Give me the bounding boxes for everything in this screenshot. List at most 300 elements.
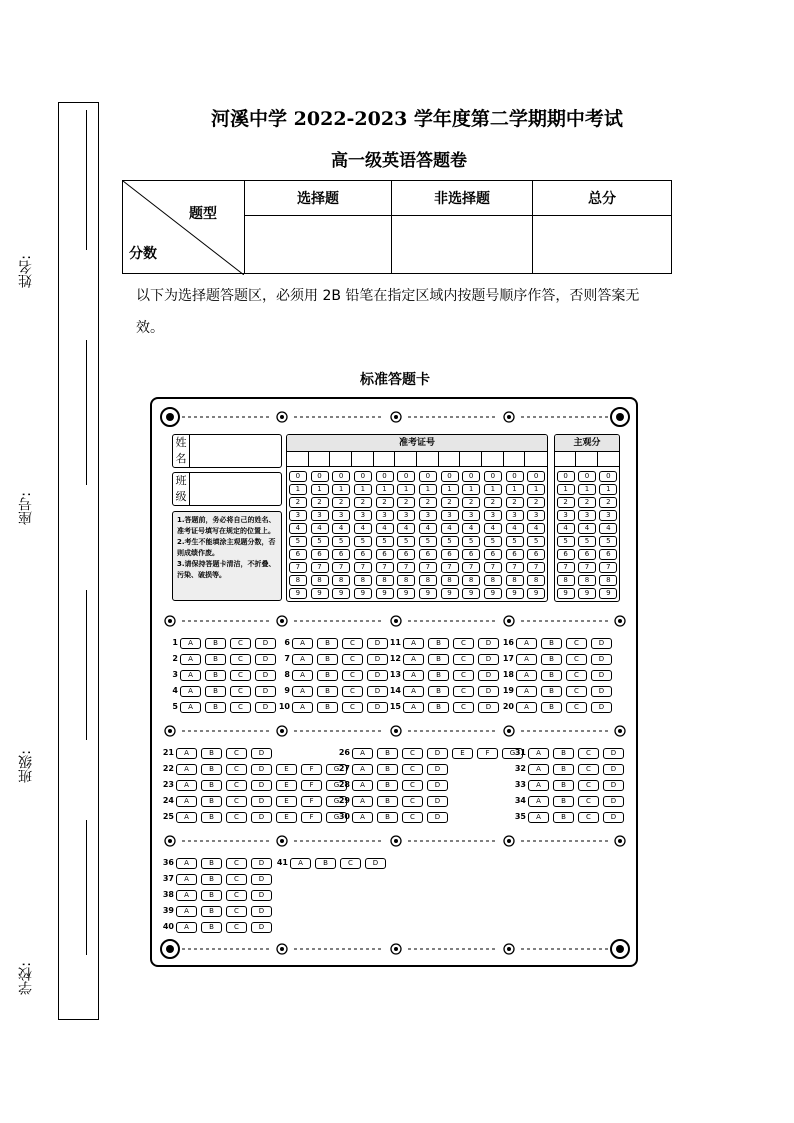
card-name-box[interactable] bbox=[172, 434, 282, 468]
subjective-score-digit-bubble[interactable]: 3 bbox=[578, 510, 596, 521]
option-bubble-b[interactable]: B bbox=[553, 764, 574, 775]
option-bubble-f[interactable]: F bbox=[477, 748, 498, 759]
option-bubble-d[interactable]: D bbox=[478, 654, 499, 665]
option-bubble-a[interactable]: A bbox=[352, 764, 373, 775]
subjective-score-digit-bubble[interactable]: 3 bbox=[599, 510, 617, 521]
exam-number-digit-bubble[interactable]: 6 bbox=[419, 549, 437, 560]
option-bubble-d[interactable]: D bbox=[591, 670, 612, 681]
exam-number-digit-bubble[interactable]: 3 bbox=[397, 510, 415, 521]
subjective-score-digit-bubble[interactable]: 1 bbox=[578, 484, 596, 495]
exam-number-digit-bubble[interactable]: 8 bbox=[441, 575, 459, 586]
subjective-score-digit-bubble[interactable]: 6 bbox=[599, 549, 617, 560]
option-bubble-b[interactable]: B bbox=[377, 780, 398, 791]
option-bubble-a[interactable]: A bbox=[403, 686, 424, 697]
option-bubble-b[interactable]: B bbox=[377, 812, 398, 823]
option-bubble-d[interactable]: D bbox=[427, 796, 448, 807]
exam-number-digit-bubble[interactable]: 8 bbox=[376, 575, 394, 586]
exam-number-digit-bubble[interactable]: 3 bbox=[506, 510, 524, 521]
exam-number-digit-bubble[interactable]: 2 bbox=[419, 497, 437, 508]
option-bubble-a[interactable]: A bbox=[516, 702, 537, 713]
option-bubble-d[interactable]: D bbox=[478, 702, 499, 713]
subjective-score-digit-bubble[interactable]: 5 bbox=[557, 536, 575, 547]
exam-number-digit-bubble[interactable]: 3 bbox=[332, 510, 350, 521]
exam-number-digit-bubble[interactable]: 0 bbox=[354, 471, 372, 482]
exam-number-digit-bubble[interactable]: 4 bbox=[484, 523, 502, 534]
exam-number-digit-bubble[interactable]: 3 bbox=[354, 510, 372, 521]
exam-number-digit-bubble[interactable]: 1 bbox=[354, 484, 372, 495]
option-bubble-d[interactable]: D bbox=[478, 638, 499, 649]
exam-number-digit-bubble[interactable]: 6 bbox=[289, 549, 307, 560]
exam-number-digit-bubble[interactable]: 3 bbox=[441, 510, 459, 521]
exam-number-digit-bubble[interactable]: 0 bbox=[527, 471, 545, 482]
option-bubble-d[interactable]: D bbox=[365, 858, 386, 869]
exam-number-digit-bubble[interactable]: 5 bbox=[397, 536, 415, 547]
exam-number-digit-bubble[interactable]: 7 bbox=[527, 562, 545, 573]
option-bubble-c[interactable]: C bbox=[453, 638, 474, 649]
option-bubble-d[interactable]: D bbox=[367, 686, 388, 697]
option-bubble-c[interactable]: C bbox=[226, 796, 247, 807]
option-bubble-a[interactable]: A bbox=[176, 922, 197, 933]
option-bubble-c[interactable]: C bbox=[226, 858, 247, 869]
option-bubble-a[interactable]: A bbox=[516, 638, 537, 649]
option-bubble-a[interactable]: A bbox=[176, 748, 197, 759]
option-bubble-c[interactable]: C bbox=[230, 702, 251, 713]
exam-number-digit-bubble[interactable]: 7 bbox=[397, 562, 415, 573]
option-bubble-b[interactable]: B bbox=[428, 670, 449, 681]
card-class-box[interactable] bbox=[172, 472, 282, 506]
option-bubble-f[interactable]: F bbox=[301, 796, 322, 807]
option-bubble-a[interactable]: A bbox=[403, 702, 424, 713]
subjective-score-digit-bubble[interactable]: 6 bbox=[557, 549, 575, 560]
option-bubble-a[interactable]: A bbox=[352, 796, 373, 807]
option-bubble-d[interactable]: D bbox=[367, 654, 388, 665]
exam-number-write-cell[interactable] bbox=[482, 451, 504, 467]
exam-number-digit-bubble[interactable]: 9 bbox=[527, 588, 545, 599]
option-bubble-b[interactable]: B bbox=[317, 702, 338, 713]
subjective-score-digit-bubble[interactable]: 7 bbox=[557, 562, 575, 573]
option-bubble-d[interactable]: D bbox=[367, 702, 388, 713]
option-bubble-d[interactable]: D bbox=[603, 748, 624, 759]
exam-number-write-cell[interactable] bbox=[330, 451, 352, 467]
option-bubble-d[interactable]: D bbox=[251, 780, 272, 791]
exam-number-digit-bubble[interactable]: 9 bbox=[506, 588, 524, 599]
exam-number-digit-bubble[interactable]: 6 bbox=[376, 549, 394, 560]
option-bubble-b[interactable]: B bbox=[377, 796, 398, 807]
exam-number-digit-bubble[interactable]: 1 bbox=[506, 484, 524, 495]
option-bubble-a[interactable]: A bbox=[403, 654, 424, 665]
option-bubble-c[interactable]: C bbox=[226, 748, 247, 759]
exam-number-digit-bubble[interactable]: 2 bbox=[462, 497, 480, 508]
exam-number-digit-bubble[interactable]: 5 bbox=[289, 536, 307, 547]
exam-number-digit-bubble[interactable]: 7 bbox=[332, 562, 350, 573]
subjective-score-digit-bubble[interactable]: 8 bbox=[557, 575, 575, 586]
option-bubble-b[interactable]: B bbox=[377, 748, 398, 759]
exam-number-digit-bubble[interactable]: 2 bbox=[441, 497, 459, 508]
option-bubble-c[interactable]: C bbox=[226, 812, 247, 823]
option-bubble-c[interactable]: C bbox=[578, 780, 599, 791]
option-bubble-a[interactable]: A bbox=[292, 654, 313, 665]
option-bubble-d[interactable]: D bbox=[251, 874, 272, 885]
exam-number-write-cell[interactable] bbox=[374, 451, 396, 467]
option-bubble-a[interactable]: A bbox=[292, 686, 313, 697]
option-bubble-c[interactable]: C bbox=[226, 764, 247, 775]
option-bubble-d[interactable]: D bbox=[255, 638, 276, 649]
option-bubble-b[interactable]: B bbox=[541, 686, 562, 697]
exam-number-digit-bubble[interactable]: 5 bbox=[376, 536, 394, 547]
subjective-score-write-cell[interactable] bbox=[576, 451, 597, 467]
exam-number-digit-bubble[interactable]: 5 bbox=[484, 536, 502, 547]
option-bubble-b[interactable]: B bbox=[201, 764, 222, 775]
option-bubble-d[interactable]: D bbox=[603, 764, 624, 775]
option-bubble-d[interactable]: D bbox=[255, 702, 276, 713]
exam-number-digit-bubble[interactable]: 7 bbox=[289, 562, 307, 573]
option-bubble-d[interactable]: D bbox=[251, 906, 272, 917]
exam-number-digit-bubble[interactable]: 6 bbox=[311, 549, 329, 560]
exam-number-digit-bubble[interactable]: 5 bbox=[506, 536, 524, 547]
exam-number-digit-bubble[interactable]: 9 bbox=[484, 588, 502, 599]
exam-number-digit-bubble[interactable]: 8 bbox=[484, 575, 502, 586]
exam-number-digit-bubble[interactable]: 4 bbox=[332, 523, 350, 534]
option-bubble-b[interactable]: B bbox=[205, 702, 226, 713]
option-bubble-a[interactable]: A bbox=[352, 812, 373, 823]
exam-number-digit-bubble[interactable]: 2 bbox=[376, 497, 394, 508]
exam-number-digit-bubble[interactable]: 4 bbox=[289, 523, 307, 534]
option-bubble-d[interactable]: D bbox=[367, 670, 388, 681]
exam-number-digit-bubble[interactable]: 0 bbox=[441, 471, 459, 482]
exam-number-digit-bubble[interactable]: 1 bbox=[311, 484, 329, 495]
option-bubble-b[interactable]: B bbox=[377, 764, 398, 775]
option-bubble-b[interactable]: B bbox=[201, 796, 222, 807]
option-bubble-b[interactable]: B bbox=[553, 812, 574, 823]
exam-number-digit-bubble[interactable]: 4 bbox=[527, 523, 545, 534]
option-bubble-a[interactable]: A bbox=[176, 858, 197, 869]
option-bubble-c[interactable]: C bbox=[342, 702, 363, 713]
exam-number-digit-bubble[interactable]: 7 bbox=[419, 562, 437, 573]
option-bubble-e[interactable]: E bbox=[276, 780, 297, 791]
option-bubble-a[interactable]: A bbox=[180, 686, 201, 697]
option-bubble-b[interactable]: B bbox=[205, 638, 226, 649]
exam-number-digit-bubble[interactable]: 8 bbox=[332, 575, 350, 586]
exam-number-digit-bubble[interactable]: 4 bbox=[419, 523, 437, 534]
exam-number-digit-bubble[interactable]: 9 bbox=[289, 588, 307, 599]
exam-number-digit-bubble[interactable]: 9 bbox=[332, 588, 350, 599]
exam-number-write-cell[interactable] bbox=[439, 451, 461, 467]
subjective-score-digit-bubble[interactable]: 0 bbox=[599, 471, 617, 482]
option-bubble-b[interactable]: B bbox=[541, 638, 562, 649]
exam-number-digit-bubble[interactable]: 4 bbox=[354, 523, 372, 534]
subjective-score-digit-bubble[interactable]: 0 bbox=[578, 471, 596, 482]
option-bubble-d[interactable]: D bbox=[478, 686, 499, 697]
option-bubble-c[interactable]: C bbox=[578, 748, 599, 759]
option-bubble-b[interactable]: B bbox=[553, 780, 574, 791]
option-bubble-a[interactable]: A bbox=[403, 670, 424, 681]
option-bubble-c[interactable]: C bbox=[453, 686, 474, 697]
option-bubble-c[interactable]: C bbox=[578, 796, 599, 807]
subjective-score-digit-bubble[interactable]: 8 bbox=[578, 575, 596, 586]
subjective-score-digit-bubble[interactable]: 6 bbox=[578, 549, 596, 560]
option-bubble-c[interactable]: C bbox=[566, 638, 587, 649]
option-bubble-c[interactable]: C bbox=[230, 686, 251, 697]
option-bubble-d[interactable]: D bbox=[255, 686, 276, 697]
exam-number-digit-bubble[interactable]: 1 bbox=[419, 484, 437, 495]
option-bubble-a[interactable]: A bbox=[176, 812, 197, 823]
option-bubble-g[interactable]: G bbox=[326, 780, 347, 791]
option-bubble-c[interactable]: C bbox=[230, 638, 251, 649]
exam-number-digit-bubble[interactable]: 8 bbox=[397, 575, 415, 586]
option-bubble-d[interactable]: D bbox=[427, 812, 448, 823]
exam-number-digit-bubble[interactable]: 6 bbox=[484, 549, 502, 560]
exam-number-write-cell[interactable] bbox=[417, 451, 439, 467]
exam-number-digit-bubble[interactable]: 6 bbox=[397, 549, 415, 560]
exam-number-digit-bubble[interactable]: 4 bbox=[506, 523, 524, 534]
exam-number-digit-bubble[interactable]: 6 bbox=[441, 549, 459, 560]
option-bubble-a[interactable]: A bbox=[180, 654, 201, 665]
exam-number-digit-bubble[interactable]: 0 bbox=[376, 471, 394, 482]
exam-number-digit-bubble[interactable]: 4 bbox=[441, 523, 459, 534]
subjective-score-digit-bubble[interactable]: 3 bbox=[557, 510, 575, 521]
option-bubble-c[interactable]: C bbox=[230, 654, 251, 665]
option-bubble-a[interactable]: A bbox=[528, 764, 549, 775]
option-bubble-g[interactable]: G bbox=[326, 796, 347, 807]
option-bubble-a[interactable]: A bbox=[292, 670, 313, 681]
exam-number-digit-bubble[interactable]: 2 bbox=[484, 497, 502, 508]
option-bubble-c[interactable]: C bbox=[226, 874, 247, 885]
option-bubble-d[interactable]: D bbox=[603, 780, 624, 791]
option-bubble-e[interactable]: E bbox=[276, 764, 297, 775]
subjective-score-digit-bubble[interactable]: 9 bbox=[557, 588, 575, 599]
option-bubble-d[interactable]: D bbox=[591, 702, 612, 713]
exam-number-digit-bubble[interactable]: 2 bbox=[506, 497, 524, 508]
option-bubble-c[interactable]: C bbox=[342, 686, 363, 697]
option-bubble-c[interactable]: C bbox=[402, 764, 423, 775]
option-bubble-b[interactable]: B bbox=[428, 686, 449, 697]
option-bubble-d[interactable]: D bbox=[251, 858, 272, 869]
exam-number-digit-bubble[interactable]: 5 bbox=[527, 536, 545, 547]
subjective-score-digit-bubble[interactable]: 4 bbox=[578, 523, 596, 534]
exam-number-digit-bubble[interactable]: 6 bbox=[506, 549, 524, 560]
exam-number-digit-bubble[interactable]: 0 bbox=[484, 471, 502, 482]
option-bubble-c[interactable]: C bbox=[402, 780, 423, 791]
exam-number-digit-bubble[interactable]: 8 bbox=[527, 575, 545, 586]
option-bubble-b[interactable]: B bbox=[541, 702, 562, 713]
option-bubble-a[interactable]: A bbox=[292, 702, 313, 713]
option-bubble-e[interactable]: E bbox=[276, 812, 297, 823]
exam-number-digit-bubble[interactable]: 2 bbox=[289, 497, 307, 508]
option-bubble-a[interactable]: A bbox=[352, 748, 373, 759]
option-bubble-d[interactable]: D bbox=[427, 764, 448, 775]
exam-number-digit-bubble[interactable]: 7 bbox=[484, 562, 502, 573]
exam-number-digit-bubble[interactable]: 2 bbox=[354, 497, 372, 508]
exam-number-write-cell[interactable] bbox=[287, 451, 309, 467]
exam-number-digit-bubble[interactable]: 1 bbox=[332, 484, 350, 495]
subjective-score-digit-bubble[interactable]: 1 bbox=[557, 484, 575, 495]
exam-number-digit-bubble[interactable]: 6 bbox=[332, 549, 350, 560]
exam-number-digit-bubble[interactable]: 1 bbox=[397, 484, 415, 495]
exam-number-digit-bubble[interactable]: 3 bbox=[527, 510, 545, 521]
exam-number-digit-bubble[interactable]: 5 bbox=[419, 536, 437, 547]
option-bubble-g[interactable]: G bbox=[326, 812, 347, 823]
option-bubble-c[interactable]: C bbox=[226, 780, 247, 791]
exam-number-write-cell[interactable] bbox=[395, 451, 417, 467]
option-bubble-b[interactable]: B bbox=[553, 748, 574, 759]
option-bubble-a[interactable]: A bbox=[176, 764, 197, 775]
option-bubble-a[interactable]: A bbox=[528, 812, 549, 823]
option-bubble-d[interactable]: D bbox=[603, 796, 624, 807]
exam-number-digit-bubble[interactable]: 3 bbox=[311, 510, 329, 521]
option-bubble-d[interactable]: D bbox=[591, 686, 612, 697]
option-bubble-a[interactable]: A bbox=[516, 686, 537, 697]
option-bubble-e[interactable]: E bbox=[276, 796, 297, 807]
option-bubble-d[interactable]: D bbox=[603, 812, 624, 823]
option-bubble-b[interactable]: B bbox=[317, 638, 338, 649]
option-bubble-a[interactable]: A bbox=[292, 638, 313, 649]
exam-number-digit-bubble[interactable]: 5 bbox=[441, 536, 459, 547]
option-bubble-f[interactable]: F bbox=[301, 764, 322, 775]
option-bubble-c[interactable]: C bbox=[230, 670, 251, 681]
option-bubble-g[interactable]: G bbox=[502, 748, 523, 759]
option-bubble-g[interactable]: G bbox=[326, 764, 347, 775]
exam-number-digit-bubble[interactable]: 9 bbox=[462, 588, 480, 599]
option-bubble-a[interactable]: A bbox=[176, 796, 197, 807]
exam-number-digit-bubble[interactable]: 9 bbox=[354, 588, 372, 599]
option-bubble-c[interactable]: C bbox=[402, 748, 423, 759]
option-bubble-c[interactable]: C bbox=[453, 670, 474, 681]
exam-number-digit-bubble[interactable]: 8 bbox=[462, 575, 480, 586]
exam-number-write-cell[interactable] bbox=[352, 451, 374, 467]
exam-number-digit-bubble[interactable]: 6 bbox=[527, 549, 545, 560]
exam-number-digit-bubble[interactable]: 9 bbox=[397, 588, 415, 599]
option-bubble-d[interactable]: D bbox=[255, 670, 276, 681]
option-bubble-b[interactable]: B bbox=[205, 654, 226, 665]
exam-number-digit-bubble[interactable]: 8 bbox=[354, 575, 372, 586]
subjective-score-digit-bubble[interactable]: 7 bbox=[578, 562, 596, 573]
exam-number-write-cell[interactable] bbox=[504, 451, 526, 467]
exam-number-digit-bubble[interactable]: 4 bbox=[462, 523, 480, 534]
exam-number-digit-bubble[interactable]: 8 bbox=[506, 575, 524, 586]
exam-number-digit-bubble[interactable]: 0 bbox=[397, 471, 415, 482]
option-bubble-b[interactable]: B bbox=[428, 638, 449, 649]
exam-number-digit-bubble[interactable]: 4 bbox=[311, 523, 329, 534]
exam-number-digit-bubble[interactable]: 3 bbox=[376, 510, 394, 521]
exam-number-digit-bubble[interactable]: 3 bbox=[289, 510, 307, 521]
option-bubble-a[interactable]: A bbox=[528, 796, 549, 807]
exam-number-digit-bubble[interactable]: 5 bbox=[311, 536, 329, 547]
option-bubble-c[interactable]: C bbox=[566, 702, 587, 713]
exam-number-digit-bubble[interactable]: 7 bbox=[441, 562, 459, 573]
subjective-score-digit-bubble[interactable]: 0 bbox=[557, 471, 575, 482]
option-bubble-b[interactable]: B bbox=[201, 780, 222, 791]
option-bubble-b[interactable]: B bbox=[315, 858, 336, 869]
option-bubble-c[interactable]: C bbox=[340, 858, 361, 869]
subjective-score-digit-bubble[interactable]: 2 bbox=[578, 497, 596, 508]
subjective-score-digit-bubble[interactable]: 5 bbox=[599, 536, 617, 547]
exam-number-digit-bubble[interactable]: 1 bbox=[441, 484, 459, 495]
exam-number-digit-bubble[interactable]: 1 bbox=[484, 484, 502, 495]
option-bubble-a[interactable]: A bbox=[180, 638, 201, 649]
exam-number-digit-bubble[interactable]: 4 bbox=[376, 523, 394, 534]
subjective-score-write-cell[interactable] bbox=[598, 451, 619, 467]
exam-number-digit-bubble[interactable]: 2 bbox=[397, 497, 415, 508]
subjective-score-digit-bubble[interactable]: 2 bbox=[599, 497, 617, 508]
option-bubble-d[interactable]: D bbox=[251, 890, 272, 901]
option-bubble-b[interactable]: B bbox=[317, 686, 338, 697]
exam-number-digit-bubble[interactable]: 7 bbox=[354, 562, 372, 573]
option-bubble-b[interactable]: B bbox=[317, 654, 338, 665]
option-bubble-e[interactable]: E bbox=[452, 748, 473, 759]
exam-number-write-cell[interactable] bbox=[525, 451, 547, 467]
exam-number-digit-bubble[interactable]: 5 bbox=[462, 536, 480, 547]
exam-number-digit-bubble[interactable]: 7 bbox=[462, 562, 480, 573]
option-bubble-c[interactable]: C bbox=[578, 764, 599, 775]
option-bubble-b[interactable]: B bbox=[201, 812, 222, 823]
option-bubble-c[interactable]: C bbox=[453, 702, 474, 713]
subjective-score-digit-bubble[interactable]: 4 bbox=[557, 523, 575, 534]
exam-number-digit-bubble[interactable]: 8 bbox=[311, 575, 329, 586]
exam-number-digit-bubble[interactable]: 1 bbox=[289, 484, 307, 495]
option-bubble-b[interactable]: B bbox=[541, 654, 562, 665]
subjective-score-digit-bubble[interactable]: 9 bbox=[599, 588, 617, 599]
exam-number-digit-bubble[interactable]: 9 bbox=[419, 588, 437, 599]
option-bubble-a[interactable]: A bbox=[528, 780, 549, 791]
option-bubble-d[interactable]: D bbox=[591, 638, 612, 649]
option-bubble-d[interactable]: D bbox=[251, 748, 272, 759]
option-bubble-c[interactable]: C bbox=[566, 686, 587, 697]
exam-number-digit-bubble[interactable]: 5 bbox=[332, 536, 350, 547]
option-bubble-c[interactable]: C bbox=[226, 906, 247, 917]
exam-number-digit-bubble[interactable]: 2 bbox=[527, 497, 545, 508]
subjective-score-digit-bubble[interactable]: 4 bbox=[599, 523, 617, 534]
option-bubble-b[interactable]: B bbox=[428, 654, 449, 665]
option-bubble-b[interactable]: B bbox=[541, 670, 562, 681]
option-bubble-a[interactable]: A bbox=[352, 780, 373, 791]
option-bubble-a[interactable]: A bbox=[290, 858, 311, 869]
exam-number-digit-bubble[interactable]: 0 bbox=[332, 471, 350, 482]
option-bubble-a[interactable]: A bbox=[180, 702, 201, 713]
subjective-score-digit-bubble[interactable]: 1 bbox=[599, 484, 617, 495]
option-bubble-f[interactable]: F bbox=[301, 780, 322, 791]
exam-number-digit-bubble[interactable]: 9 bbox=[441, 588, 459, 599]
exam-number-digit-bubble[interactable]: 2 bbox=[332, 497, 350, 508]
subjective-score-digit-bubble[interactable]: 9 bbox=[578, 588, 596, 599]
option-bubble-c[interactable]: C bbox=[342, 638, 363, 649]
exam-number-write-cell[interactable] bbox=[460, 451, 482, 467]
exam-number-digit-bubble[interactable]: 1 bbox=[376, 484, 394, 495]
option-bubble-b[interactable]: B bbox=[201, 922, 222, 933]
option-bubble-d[interactable]: D bbox=[251, 764, 272, 775]
exam-number-digit-bubble[interactable]: 9 bbox=[376, 588, 394, 599]
subjective-score-digit-bubble[interactable]: 7 bbox=[599, 562, 617, 573]
subjective-score-write-cell[interactable] bbox=[555, 451, 576, 467]
exam-number-digit-bubble[interactable]: 0 bbox=[419, 471, 437, 482]
exam-number-digit-bubble[interactable]: 3 bbox=[484, 510, 502, 521]
option-bubble-b[interactable]: B bbox=[201, 858, 222, 869]
option-bubble-c[interactable]: C bbox=[453, 654, 474, 665]
option-bubble-d[interactable]: D bbox=[427, 780, 448, 791]
option-bubble-a[interactable]: A bbox=[176, 874, 197, 885]
option-bubble-b[interactable]: B bbox=[205, 686, 226, 697]
exam-number-digit-bubble[interactable]: 3 bbox=[419, 510, 437, 521]
exam-number-digit-bubble[interactable]: 7 bbox=[311, 562, 329, 573]
option-bubble-a[interactable]: A bbox=[176, 780, 197, 791]
option-bubble-b[interactable]: B bbox=[317, 670, 338, 681]
option-bubble-c[interactable]: C bbox=[578, 812, 599, 823]
exam-number-digit-bubble[interactable]: 7 bbox=[506, 562, 524, 573]
subjective-score-digit-bubble[interactable]: 8 bbox=[599, 575, 617, 586]
exam-number-digit-bubble[interactable]: 3 bbox=[462, 510, 480, 521]
option-bubble-c[interactable]: C bbox=[402, 796, 423, 807]
subjective-score-digit-bubble[interactable]: 5 bbox=[578, 536, 596, 547]
option-bubble-c[interactable]: C bbox=[566, 654, 587, 665]
